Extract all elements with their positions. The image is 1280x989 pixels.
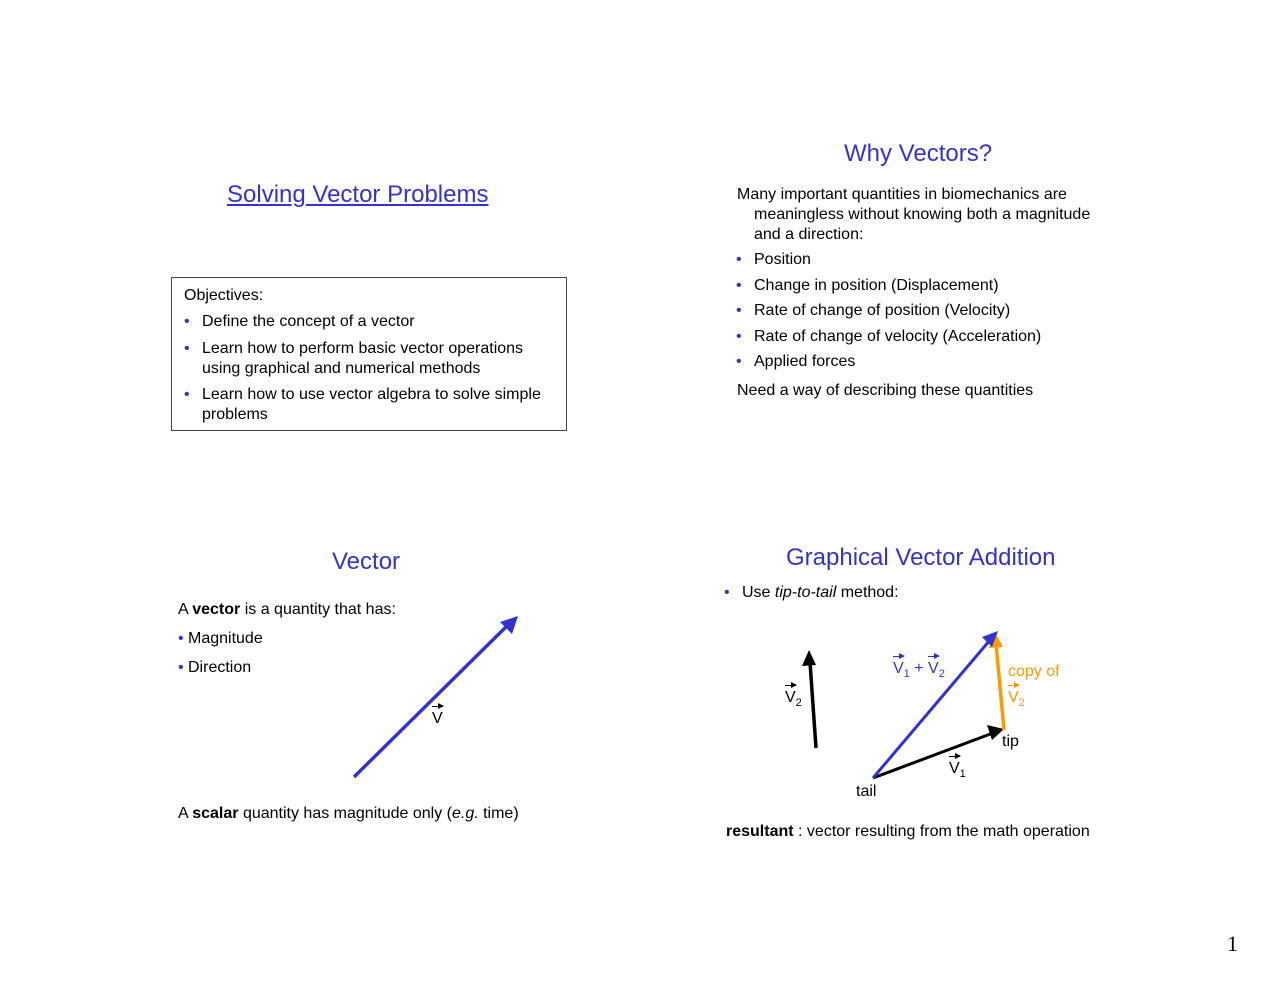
v2-arrowhead	[802, 650, 816, 666]
v2-label: $V_2$	[785, 689, 802, 709]
vector-bullet-magnitude: • Magnitude	[178, 630, 263, 647]
vector-bullet-direction: • Direction	[178, 659, 252, 676]
slide4-title: Graphical Vector Addition	[786, 544, 1056, 571]
why-closing: Need a way of describing these quantities	[737, 382, 1034, 399]
why-intro-line-3: and a direction:	[754, 226, 864, 243]
bullet-icon: •	[184, 313, 190, 330]
objective-item-2: • Learn how to perform basic vector operations using graphical and numerical methods	[184, 340, 524, 377]
tip-to-tail-bullet: • Use tip-to-tail method:	[724, 584, 899, 601]
slide2-title: Why Vectors?	[844, 140, 993, 167]
bullet-icon: •	[184, 386, 190, 403]
copy-v2-label: $V_2$	[1008, 689, 1025, 709]
bullet-icon: •	[724, 584, 730, 601]
objective-item-3: • Learn how to use vector algebra to solve simple problems	[184, 386, 541, 423]
copy-of-label: copy of	[1008, 663, 1060, 680]
vector-diagram	[340, 605, 540, 795]
vector-addition-diagram	[790, 620, 1020, 790]
bullet-icon: •	[736, 302, 742, 319]
slide1-title: Solving Vector Problems	[227, 181, 489, 208]
bullet-icon: •	[736, 277, 742, 294]
v1-label: $V_1$	[949, 760, 966, 780]
objectives-heading: Objectives:	[184, 287, 264, 304]
vector-definition: A vector is a quantity that has:	[178, 601, 396, 618]
bullet-icon: •	[184, 340, 190, 357]
why-intro-line-1: Many important quantities in biomechanics are	[737, 186, 1067, 203]
bullet-icon: •	[736, 251, 742, 268]
page-number: 1	[1227, 931, 1238, 956]
v2-arrow	[810, 662, 816, 748]
slide3-title: Vector	[332, 548, 401, 575]
bullet-icon: •	[736, 328, 742, 345]
bullet-icon: •	[178, 630, 184, 647]
why-bullet-1: • Position	[736, 251, 811, 268]
tail-label: tail	[856, 783, 877, 800]
vector-label: V	[432, 710, 443, 727]
v2-copy-arrow	[996, 644, 1004, 730]
objective-item-1: • Define the concept of a vector	[184, 313, 415, 330]
resultant-definition: resultant : vector resulting from the math operation	[726, 823, 1090, 840]
v1-plus-v2-label: $V_1 + V_2$	[893, 660, 945, 680]
why-intro-line-2: meaningless without knowing both a magnitude	[754, 206, 1091, 223]
why-bullet-5: • Applied forces	[736, 353, 856, 370]
why-bullet-4: • Rate of change of velocity (Acceleration)	[736, 328, 1042, 345]
scalar-definition: A scalar quantity has magnitude only (e.g. time)	[178, 805, 519, 822]
tip-label: tip	[1002, 733, 1019, 750]
bullet-icon: •	[178, 659, 184, 676]
why-bullet-3: • Rate of change of position (Velocity)	[736, 302, 1011, 319]
vector-arrow	[354, 621, 512, 777]
bullet-icon: •	[736, 353, 742, 370]
why-bullet-2: • Change in position (Displacement)	[736, 277, 999, 294]
